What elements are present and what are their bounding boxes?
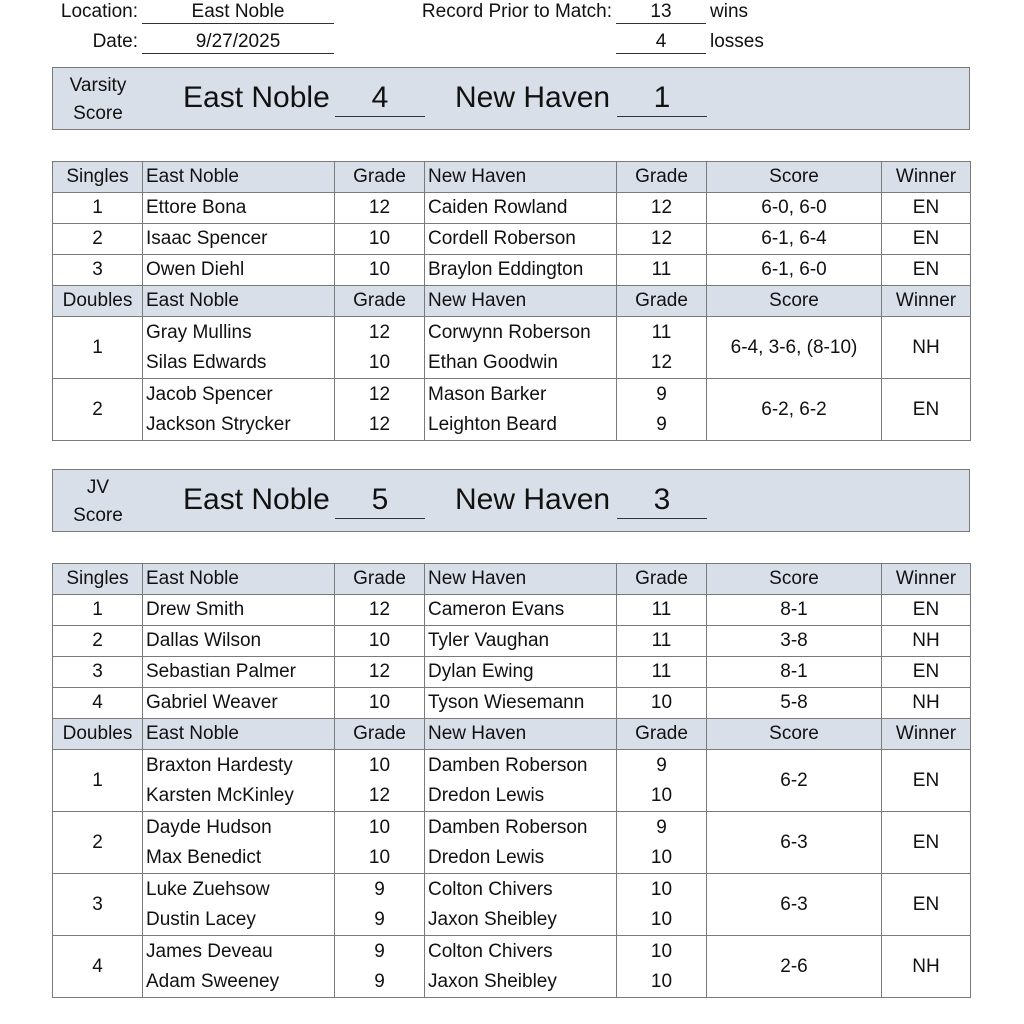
match-no-cell: 4 bbox=[53, 936, 143, 998]
new-haven-player-cell: Cameron Evans bbox=[425, 595, 617, 626]
new-haven-player-cell: Cordell Roberson bbox=[425, 224, 617, 255]
new-haven-player-line: Colton Chivers bbox=[428, 940, 553, 962]
score-cell: 6-3 bbox=[707, 874, 882, 936]
new-haven-grade-line: 9 bbox=[656, 383, 667, 405]
doubles-header-row-cell: Grade bbox=[335, 719, 425, 750]
new-haven-player-line: Dredon Lewis bbox=[428, 784, 545, 806]
new-haven-grade-line: 10 bbox=[650, 846, 673, 868]
jv-label-line1: JV bbox=[86, 477, 110, 498]
east-noble-grade-cell bbox=[335, 874, 425, 936]
winner-cell: EN bbox=[882, 874, 971, 936]
varsity-label-line2: Score bbox=[73, 103, 123, 124]
east-noble-player-line: Karsten McKinley bbox=[146, 784, 294, 806]
east-noble-player-line: Jacob Spencer bbox=[146, 383, 273, 405]
new-haven-grade-line: 9 bbox=[656, 413, 667, 435]
singles-row bbox=[53, 626, 971, 657]
score-cell: 2-6 bbox=[707, 936, 882, 998]
match-no-cell: 2 bbox=[53, 379, 143, 441]
match-no-cell: 3 bbox=[53, 874, 143, 936]
doubles-header-row-cell: Grade bbox=[617, 719, 707, 750]
winner-cell: EN bbox=[882, 595, 971, 626]
new-haven-grade-cell: 11 bbox=[617, 595, 707, 626]
singles-header-row-cell: Grade bbox=[617, 162, 707, 193]
east-noble-player-cell bbox=[143, 379, 335, 441]
match-no-cell: 2 bbox=[53, 224, 143, 255]
wins-label: wins bbox=[710, 1, 749, 22]
east-noble-grade-line: 9 bbox=[374, 878, 385, 900]
new-haven-grade-cell bbox=[617, 379, 707, 441]
east-noble-player-cell bbox=[143, 936, 335, 998]
losses-value: 4 bbox=[616, 31, 706, 54]
singles-header-row-cell: East Noble bbox=[143, 564, 335, 595]
east-noble-grade-line: 10 bbox=[368, 754, 391, 776]
doubles-header-row-cell: Winner bbox=[882, 719, 971, 750]
east-noble-player-cell: Gabriel Weaver bbox=[143, 688, 335, 719]
new-haven-player-cell bbox=[425, 874, 617, 936]
doubles-header-row-cell: Doubles bbox=[53, 719, 143, 750]
east-noble-grade-line: 12 bbox=[368, 784, 391, 806]
score-cell: 6-3 bbox=[707, 812, 882, 874]
east-noble-player-line: Silas Edwards bbox=[146, 351, 267, 373]
varsity-label-line1: Varsity bbox=[69, 75, 127, 96]
new-haven-player-cell bbox=[425, 812, 617, 874]
singles-header-row-cell: Score bbox=[707, 162, 882, 193]
east-noble-player-line: Braxton Hardesty bbox=[146, 754, 293, 776]
varsity-away-score: 1 bbox=[617, 80, 707, 117]
east-noble-grade-line: 10 bbox=[368, 351, 391, 373]
jv-results-table bbox=[52, 563, 971, 998]
new-haven-grade-line: 9 bbox=[656, 754, 667, 776]
east-noble-grade-cell bbox=[335, 379, 425, 441]
east-noble-player-line: James Deveau bbox=[146, 940, 273, 962]
new-haven-player-cell: Tyler Vaughan bbox=[425, 626, 617, 657]
east-noble-player-line: Gray Mullins bbox=[146, 321, 252, 343]
varsity-home-team: East Noble bbox=[183, 81, 330, 114]
east-noble-player-cell bbox=[143, 812, 335, 874]
record-label: Record Prior to Match: bbox=[421, 1, 612, 22]
varsity-away-team: New Haven bbox=[455, 81, 611, 114]
east-noble-grade-line: 12 bbox=[368, 383, 391, 405]
new-haven-grade-cell: 11 bbox=[617, 657, 707, 688]
east-noble-player-cell: Sebastian Palmer bbox=[143, 657, 335, 688]
score-cell: 8-1 bbox=[707, 657, 882, 688]
east-noble-player-cell: Dallas Wilson bbox=[143, 626, 335, 657]
date-label: Date: bbox=[92, 31, 138, 52]
doubles-header-row bbox=[53, 286, 971, 317]
winner-cell: EN bbox=[882, 812, 971, 874]
east-noble-grade-cell: 10 bbox=[335, 224, 425, 255]
singles-row bbox=[53, 224, 971, 255]
doubles-header-row-cell: New Haven bbox=[425, 719, 617, 750]
doubles-header-row-cell: Winner bbox=[882, 286, 971, 317]
score-cell: 8-1 bbox=[707, 595, 882, 626]
singles-row bbox=[53, 688, 971, 719]
singles-row bbox=[53, 595, 971, 626]
new-haven-player-cell: Tyson Wiesemann bbox=[425, 688, 617, 719]
doubles-header-row-cell: Grade bbox=[335, 286, 425, 317]
new-haven-player-line: Jaxon Sheibley bbox=[428, 908, 557, 930]
east-noble-player-cell bbox=[143, 317, 335, 379]
jv-away-score: 3 bbox=[617, 482, 707, 519]
winner-cell: EN bbox=[882, 657, 971, 688]
new-haven-grade-cell: 10 bbox=[617, 688, 707, 719]
east-noble-grade-cell bbox=[335, 317, 425, 379]
singles-header-row bbox=[53, 564, 971, 595]
east-noble-player-cell bbox=[143, 750, 335, 812]
singles-header-row-cell: New Haven bbox=[425, 162, 617, 193]
new-haven-grade-cell: 11 bbox=[617, 626, 707, 657]
jv-label-line2: Score bbox=[73, 505, 123, 526]
singles-header-row-cell: Score bbox=[707, 564, 882, 595]
score-cell: 6-2, 6-2 bbox=[707, 379, 882, 441]
match-no-cell: 3 bbox=[53, 657, 143, 688]
jv-score-label bbox=[55, 474, 141, 530]
singles-header-row-cell: Grade bbox=[617, 564, 707, 595]
singles-header-row-cell: Grade bbox=[335, 162, 425, 193]
east-noble-player-line: Max Benedict bbox=[146, 846, 262, 868]
varsity-home-score: 4 bbox=[335, 80, 425, 117]
new-haven-player-cell bbox=[425, 317, 617, 379]
jv-home-team: East Noble bbox=[183, 483, 330, 516]
wins-value: 13 bbox=[616, 1, 706, 24]
doubles-header-row-cell: East Noble bbox=[143, 286, 335, 317]
new-haven-player-line: Corwynn Roberson bbox=[428, 321, 591, 343]
doubles-row bbox=[53, 874, 971, 936]
new-haven-grade-line: 10 bbox=[650, 878, 673, 900]
new-haven-grade-line: 10 bbox=[650, 970, 673, 992]
score-cell: 3-8 bbox=[707, 626, 882, 657]
east-noble-grade-cell bbox=[335, 750, 425, 812]
match-no-cell: 2 bbox=[53, 812, 143, 874]
singles-header-row-cell: Winner bbox=[882, 162, 971, 193]
new-haven-player-line: Dredon Lewis bbox=[428, 846, 545, 868]
new-haven-grade-line: 11 bbox=[651, 321, 672, 343]
score-cell: 6-2 bbox=[707, 750, 882, 812]
score-cell: 6-4, 3-6, (8-10) bbox=[707, 317, 882, 379]
east-noble-grade-line: 12 bbox=[368, 413, 391, 435]
date-value: 9/27/2025 bbox=[142, 31, 334, 54]
east-noble-grade-cell: 12 bbox=[335, 595, 425, 626]
east-noble-grade-line: 12 bbox=[368, 321, 391, 343]
winner-cell: NH bbox=[882, 626, 971, 657]
new-haven-grade-line: 9 bbox=[656, 816, 667, 838]
doubles-header-row-cell: Grade bbox=[617, 286, 707, 317]
varsity-results-table bbox=[52, 161, 971, 441]
new-haven-player-cell bbox=[425, 750, 617, 812]
doubles-header-row-cell: East Noble bbox=[143, 719, 335, 750]
match-no-cell: 2 bbox=[53, 626, 143, 657]
east-noble-player-cell: Isaac Spencer bbox=[143, 224, 335, 255]
doubles-header-row bbox=[53, 719, 971, 750]
doubles-row bbox=[53, 936, 971, 998]
jv-home-score: 5 bbox=[335, 482, 425, 519]
east-noble-player-line: Dayde Hudson bbox=[146, 816, 272, 838]
new-haven-grade-line: 10 bbox=[650, 784, 673, 806]
singles-header-row bbox=[53, 162, 971, 193]
singles-header-row-cell: Winner bbox=[882, 564, 971, 595]
match-no-cell: 3 bbox=[53, 255, 143, 286]
east-noble-grade-cell bbox=[335, 936, 425, 998]
doubles-row bbox=[53, 317, 971, 379]
east-noble-grade-line: 9 bbox=[374, 940, 385, 962]
jv-score-banner bbox=[52, 469, 970, 532]
location-value: East Noble bbox=[142, 1, 334, 24]
new-haven-player-line: Colton Chivers bbox=[428, 878, 553, 900]
winner-cell: EN bbox=[882, 750, 971, 812]
new-haven-grade-line: 10 bbox=[650, 940, 673, 962]
winner-cell: EN bbox=[882, 193, 971, 224]
new-haven-player-line: Mason Barker bbox=[428, 383, 547, 405]
east-noble-player-cell: Ettore Bona bbox=[143, 193, 335, 224]
east-noble-grade-cell: 10 bbox=[335, 626, 425, 657]
singles-row bbox=[53, 657, 971, 688]
east-noble-player-line: Adam Sweeney bbox=[146, 970, 280, 992]
new-haven-player-line: Ethan Goodwin bbox=[428, 351, 558, 373]
singles-row bbox=[53, 193, 971, 224]
east-noble-player-line: Luke Zuehsow bbox=[146, 878, 270, 900]
east-noble-grade-cell: 10 bbox=[335, 255, 425, 286]
new-haven-player-cell bbox=[425, 379, 617, 441]
score-cell: 6-1, 6-0 bbox=[707, 255, 882, 286]
match-no-cell: 4 bbox=[53, 688, 143, 719]
east-noble-player-cell bbox=[143, 874, 335, 936]
east-noble-grade-cell bbox=[335, 812, 425, 874]
new-haven-grade-line: 12 bbox=[650, 351, 673, 373]
winner-cell: EN bbox=[882, 255, 971, 286]
singles-header-row-cell: Singles bbox=[53, 564, 143, 595]
east-noble-player-cell: Owen Diehl bbox=[143, 255, 335, 286]
new-haven-player-cell bbox=[425, 936, 617, 998]
east-noble-player-cell: Drew Smith bbox=[143, 595, 335, 626]
singles-header-row-cell: Grade bbox=[335, 564, 425, 595]
new-haven-grade-cell bbox=[617, 317, 707, 379]
new-haven-player-line: Damben Roberson bbox=[428, 754, 588, 776]
match-no-cell: 1 bbox=[53, 193, 143, 224]
score-cell: 5-8 bbox=[707, 688, 882, 719]
jv-away-team: New Haven bbox=[455, 483, 611, 516]
new-haven-grade-cell: 11 bbox=[617, 255, 707, 286]
east-noble-player-line: Dustin Lacey bbox=[146, 908, 256, 930]
east-noble-player-line: Jackson Strycker bbox=[146, 413, 291, 435]
singles-header-row-cell: East Noble bbox=[143, 162, 335, 193]
new-haven-grade-cell bbox=[617, 936, 707, 998]
new-haven-player-line: Damben Roberson bbox=[428, 816, 588, 838]
east-noble-grade-cell: 12 bbox=[335, 193, 425, 224]
singles-row bbox=[53, 255, 971, 286]
new-haven-player-line: Jaxon Sheibley bbox=[428, 970, 557, 992]
singles-header-row-cell: Singles bbox=[53, 162, 143, 193]
winner-cell: NH bbox=[882, 688, 971, 719]
winner-cell: EN bbox=[882, 379, 971, 441]
doubles-row bbox=[53, 812, 971, 874]
new-haven-player-line: Leighton Beard bbox=[428, 413, 557, 435]
match-no-cell: 1 bbox=[53, 595, 143, 626]
doubles-header-row-cell: Score bbox=[707, 719, 882, 750]
match-no-cell: 1 bbox=[53, 317, 143, 379]
doubles-header-row-cell: Score bbox=[707, 286, 882, 317]
new-haven-player-cell: Braylon Eddington bbox=[425, 255, 617, 286]
new-haven-grade-cell bbox=[617, 874, 707, 936]
varsity-score-banner bbox=[52, 67, 970, 130]
winner-cell: NH bbox=[882, 317, 971, 379]
east-noble-grade-line: 9 bbox=[374, 908, 385, 930]
new-haven-grade-cell bbox=[617, 812, 707, 874]
new-haven-player-cell: Caiden Rowland bbox=[425, 193, 617, 224]
new-haven-grade-line: 10 bbox=[650, 908, 673, 930]
score-cell: 6-0, 6-0 bbox=[707, 193, 882, 224]
east-noble-grade-cell: 10 bbox=[335, 688, 425, 719]
new-haven-grade-cell bbox=[617, 750, 707, 812]
score-cell: 6-1, 6-4 bbox=[707, 224, 882, 255]
location-label: Location: bbox=[60, 1, 138, 22]
east-noble-grade-cell: 12 bbox=[335, 657, 425, 688]
east-noble-grade-line: 9 bbox=[374, 970, 385, 992]
doubles-header-row-cell: New Haven bbox=[425, 286, 617, 317]
varsity-score-label bbox=[55, 72, 141, 128]
doubles-header-row-cell: Doubles bbox=[53, 286, 143, 317]
east-noble-grade-line: 10 bbox=[368, 816, 391, 838]
doubles-row bbox=[53, 750, 971, 812]
doubles-row bbox=[53, 379, 971, 441]
match-no-cell: 1 bbox=[53, 750, 143, 812]
singles-header-row-cell: New Haven bbox=[425, 564, 617, 595]
winner-cell: NH bbox=[882, 936, 971, 998]
new-haven-grade-cell: 12 bbox=[617, 224, 707, 255]
new-haven-player-cell: Dylan Ewing bbox=[425, 657, 617, 688]
new-haven-grade-cell: 12 bbox=[617, 193, 707, 224]
east-noble-grade-line: 10 bbox=[368, 846, 391, 868]
winner-cell: EN bbox=[882, 224, 971, 255]
losses-label: losses bbox=[710, 31, 764, 52]
